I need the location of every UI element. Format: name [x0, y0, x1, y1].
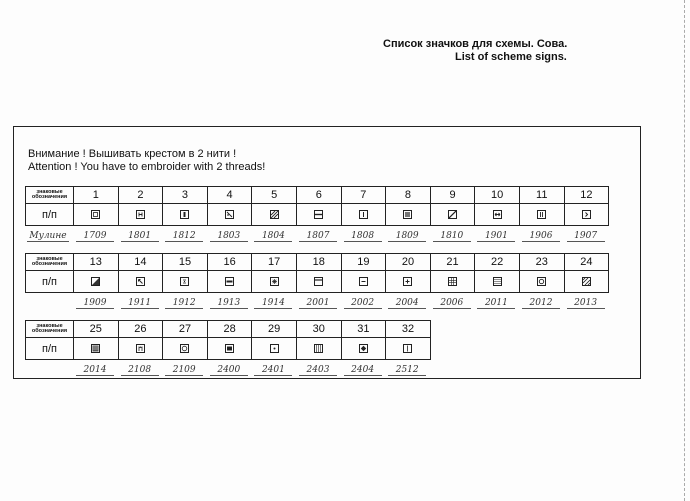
sign-number: 25	[74, 321, 119, 338]
sign-table-row-2	[25, 253, 609, 293]
sign-symbol-cell	[341, 204, 386, 226]
grid-dots-icon	[403, 210, 412, 219]
thread-code: 2400	[210, 365, 248, 376]
chevron-right-icon	[582, 210, 591, 219]
signs-label: знаковые обозначения	[26, 321, 74, 338]
thread-brand-label: Мулине	[27, 231, 69, 242]
two-bars-icon	[537, 210, 546, 219]
thread-code: 2109	[165, 365, 203, 376]
sign-symbol-cell	[118, 271, 163, 293]
sign-number: 7	[341, 187, 386, 204]
sign-symbol-cell	[386, 204, 431, 226]
sign-number: 5	[252, 187, 297, 204]
sign-number: 31	[341, 321, 386, 338]
star-icon	[270, 277, 279, 286]
vertical-bar-filled-icon	[180, 210, 189, 219]
thread-code: 2001	[299, 298, 337, 309]
sign-symbol-cell	[341, 271, 386, 293]
top-bar-icon	[314, 277, 323, 286]
sign-symbol-cell	[74, 338, 119, 360]
thread-code: 1914	[254, 298, 292, 309]
thread-code: 2013	[567, 298, 605, 309]
sign-symbol-cell	[207, 204, 252, 226]
tower-icon	[136, 344, 145, 353]
diagonal-hatch-icon	[270, 210, 279, 219]
sign-symbol-cell	[386, 338, 431, 360]
circle-icon	[180, 344, 189, 353]
sign-number: 10	[475, 187, 520, 204]
thread-code: 1906	[522, 231, 560, 242]
center-dot-icon	[270, 344, 279, 353]
sign-symbol-cell	[564, 204, 609, 226]
dot-lines-icon	[180, 277, 189, 286]
pp-label: п/п	[26, 338, 74, 360]
sign-symbol-cell	[118, 204, 163, 226]
thread-code: 2512	[388, 365, 426, 376]
thread-code: 2011	[477, 298, 515, 309]
sign-number: 29	[252, 321, 297, 338]
sign-symbol-cell	[475, 271, 520, 293]
thread-code: 1809	[388, 231, 426, 242]
sign-number: 3	[163, 187, 208, 204]
h-square-icon	[136, 210, 145, 219]
thread-code: 2002	[344, 298, 382, 309]
solid-square-icon	[225, 344, 234, 353]
thread-code: 1912	[165, 298, 203, 309]
single-bar-icon	[403, 344, 412, 353]
thread-code: 1913	[210, 298, 248, 309]
sign-number: 17	[252, 254, 297, 271]
diagonal-slash-icon	[448, 210, 457, 219]
plus-icon	[403, 277, 412, 286]
thread-code: 1907	[567, 231, 605, 242]
sign-symbol-cell	[519, 204, 564, 226]
sign-number: 8	[386, 187, 431, 204]
sign-symbol-cell	[564, 271, 609, 293]
sign-number: 32	[386, 321, 431, 338]
thread-code: 1810	[433, 231, 471, 242]
sign-number: 18	[296, 254, 341, 271]
thread-code: 2014	[76, 365, 114, 376]
notice-ru: Внимание ! Вышивать крестом в 2 нити !	[28, 148, 237, 160]
sign-number: 4	[207, 187, 252, 204]
thread-code: 1911	[121, 298, 159, 309]
sign-number: 13	[74, 254, 119, 271]
vertical-line-icon	[359, 210, 368, 219]
hatched-icon	[91, 344, 100, 353]
double-arrow-icon	[493, 210, 502, 219]
thread-code: 1901	[477, 231, 515, 242]
sign-number: 15	[163, 254, 208, 271]
notice-en: Attention ! You have to embroider with 2 threads!	[28, 161, 266, 173]
thread-code: 1807	[299, 231, 337, 242]
sign-symbol-cell	[386, 271, 431, 293]
signs-label: знаковые обозначения	[26, 254, 74, 271]
sign-number: 11	[519, 187, 564, 204]
sign-number: 1	[74, 187, 119, 204]
thread-code: 1808	[344, 231, 382, 242]
sign-symbol-cell	[163, 338, 208, 360]
sign-number: 9	[430, 187, 475, 204]
sign-number: 24	[564, 254, 609, 271]
sign-table-row-3	[25, 320, 431, 360]
thread-code: 1801	[121, 231, 159, 242]
sign-number: 14	[118, 254, 163, 271]
sign-symbol-cell	[207, 338, 252, 360]
thread-code: 2404	[344, 365, 382, 376]
sign-symbol-cell	[341, 338, 386, 360]
sign-number: 28	[207, 321, 252, 338]
sign-number: 30	[296, 321, 341, 338]
diagonal-n-icon	[225, 210, 234, 219]
thread-code: 2012	[522, 298, 560, 309]
sign-symbol-cell	[519, 271, 564, 293]
sign-symbol-cell	[475, 204, 520, 226]
cross-hatch-icon	[582, 277, 591, 286]
sign-symbol-cell	[252, 338, 297, 360]
page-title-en: List of scheme signs.	[455, 51, 567, 63]
sign-table-row-1	[25, 186, 609, 226]
thread-code: 1812	[165, 231, 203, 242]
sign-symbol-cell	[74, 204, 119, 226]
diagonal-half-icon	[91, 277, 100, 286]
thread-code: 2403	[299, 365, 337, 376]
thread-code: 2401	[254, 365, 292, 376]
lines-icon	[493, 277, 502, 286]
sign-symbol-cell	[252, 204, 297, 226]
horizontal-bar-icon	[314, 210, 323, 219]
sign-symbol-cell	[430, 204, 475, 226]
thread-code: 2108	[121, 365, 159, 376]
thread-code: 1804	[254, 231, 292, 242]
thread-code: 2004	[388, 298, 426, 309]
page-title-ru: Список значков для схемы. Сова.	[383, 38, 568, 50]
filled-diamond-icon	[359, 344, 368, 353]
sign-number: 6	[296, 187, 341, 204]
ring-icon	[537, 277, 546, 286]
thread-code: 2006	[433, 298, 471, 309]
pp-label: п/п	[26, 204, 74, 226]
sign-number: 22	[475, 254, 520, 271]
page-edge	[684, 0, 688, 501]
sign-number: 12	[564, 187, 609, 204]
sign-symbol-cell	[296, 271, 341, 293]
sign-symbol-cell	[163, 271, 208, 293]
sign-number: 27	[163, 321, 208, 338]
sign-symbol-cell	[296, 338, 341, 360]
pp-label: п/п	[26, 271, 74, 293]
sign-number: 20	[386, 254, 431, 271]
minus-icon	[359, 277, 368, 286]
sign-symbol-cell	[163, 204, 208, 226]
sign-symbol-cell	[74, 271, 119, 293]
sign-symbol-cell	[296, 204, 341, 226]
sign-number: 19	[341, 254, 386, 271]
sign-symbol-cell	[118, 338, 163, 360]
sign-symbol-cell	[207, 271, 252, 293]
vertical-stripes-icon	[314, 344, 323, 353]
grid-icon	[448, 277, 457, 286]
thread-code: 1803	[210, 231, 248, 242]
thread-code: 1709	[76, 231, 114, 242]
sign-number: 2	[118, 187, 163, 204]
sign-number: 21	[430, 254, 475, 271]
sign-symbol-cell	[252, 271, 297, 293]
sign-symbol-cell	[430, 271, 475, 293]
thick-bar-icon	[225, 277, 234, 286]
signs-label: знаковые обозначения	[26, 187, 74, 204]
arrow-diagonal-icon	[136, 277, 145, 286]
sign-number: 23	[519, 254, 564, 271]
thread-code: 1909	[76, 298, 114, 309]
dots-square-icon	[91, 210, 100, 219]
sign-number: 16	[207, 254, 252, 271]
sign-number: 26	[118, 321, 163, 338]
